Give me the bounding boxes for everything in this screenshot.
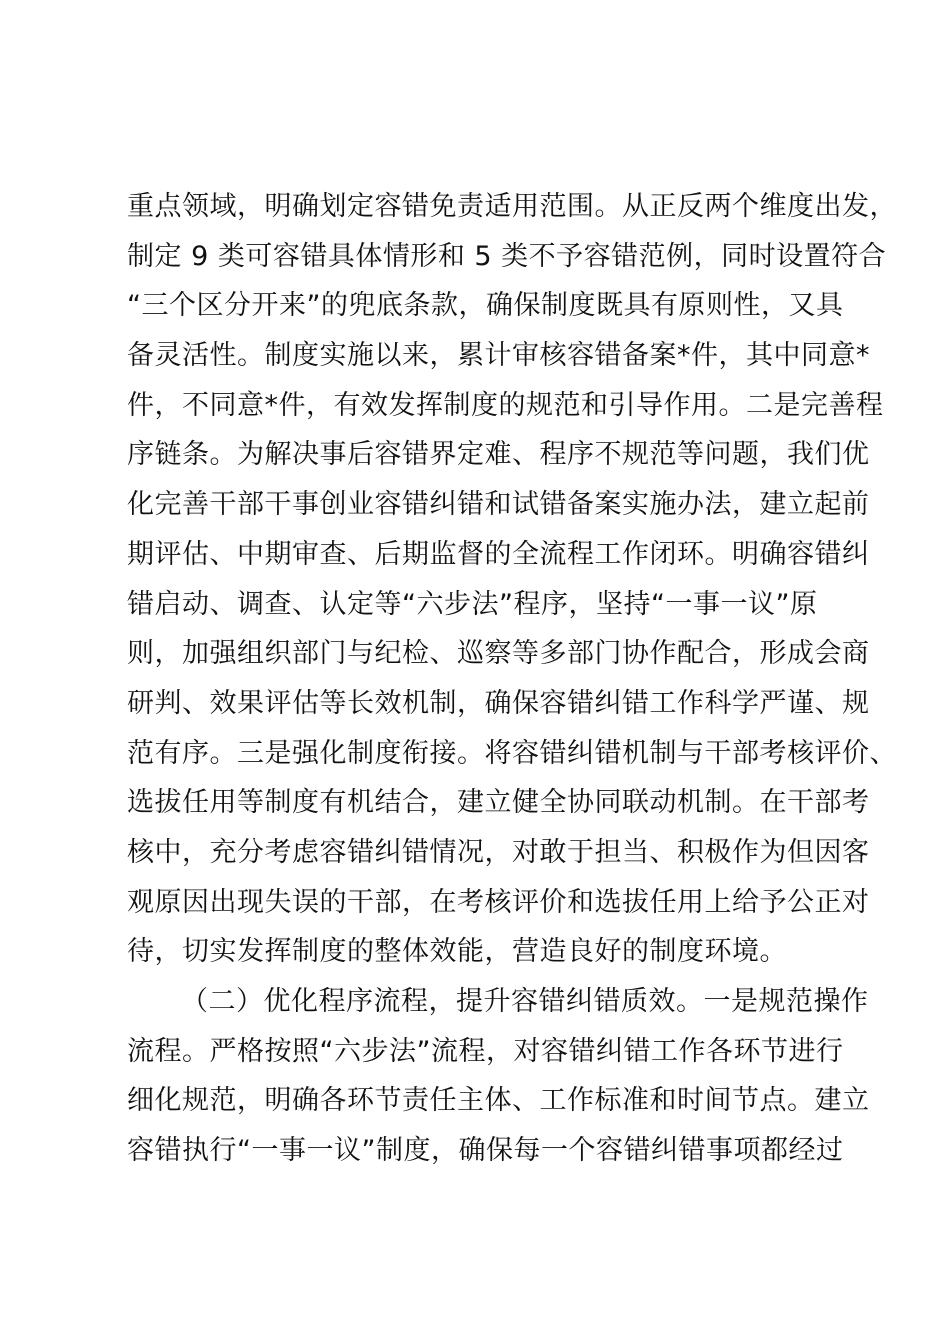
text-line: 制定 9 类可容错具体情形和 5 类不予容错范例，同时设置符合 [127,240,887,272]
text-line: 选拔任用等制度有机结合，建立健全协同联动机制。在干部考 [127,787,870,819]
text-line: 化完善干部干事创业容错纠错和试错备案实施办法，建立起前 [127,489,870,521]
text-line: 流程。严格按照“六步法”流程，对容错纠错工作各环节进行 [127,1035,844,1067]
text-line: 观原因出现失误的干部，在考核评价和选拔任用上给予公正对 [127,886,870,918]
text-line: 容错执行“一事一议”制度，确保每一个容错纠错事项都经过 [127,1135,844,1167]
text-line: 则，加强组织部门与纪检、巡察等多部门协作配合，形成会商 [127,638,870,670]
text-line: 备灵活性。制度实施以来，累计审核容错备案*件，其中同意* [127,340,870,372]
text-line: 核中，充分考虑容错纠错情况，对敢于担当、积极作为但因客 [127,836,870,868]
body-text [127,182,897,1176]
text-line: 错启动、调查、认定等“六步法”程序，坚持“一事一议”原 [127,588,818,620]
text-line: 研判、效果评估等长效机制，确保容错纠错工作科学严谨、规 [127,687,870,719]
text-line: 期评估、中期审查、后期监督的全流程工作闭环。明确容错纠 [127,538,870,570]
text-line: 件，不同意*件，有效发挥制度的规范和引导作用。二是完善程 [127,389,884,421]
text-line: “三个区分开来”的兜底条款，确保制度既具有原则性，又具 [127,290,844,322]
text-line: 细化规范，明确各环节责任主体、工作标准和时间节点。建立 [127,1085,870,1117]
section-heading-line: （二）优化程序流程，提升容错纠错质效。一是规范操作 [181,986,869,1017]
text-line: 序链条。为解决事后容错界定难、程序不规范等问题，我们优 [127,439,870,471]
text-line: 待，切实发挥制度的整体效能，营造良好的制度环境。 [127,936,787,968]
text-line: 范有序。三是强化制度衔接。将容错纠错机制与干部考核评价、 [127,737,897,769]
text-line: 重点领域，明确划定容错免责适用范围。从正反两个维度出发， [127,191,897,222]
